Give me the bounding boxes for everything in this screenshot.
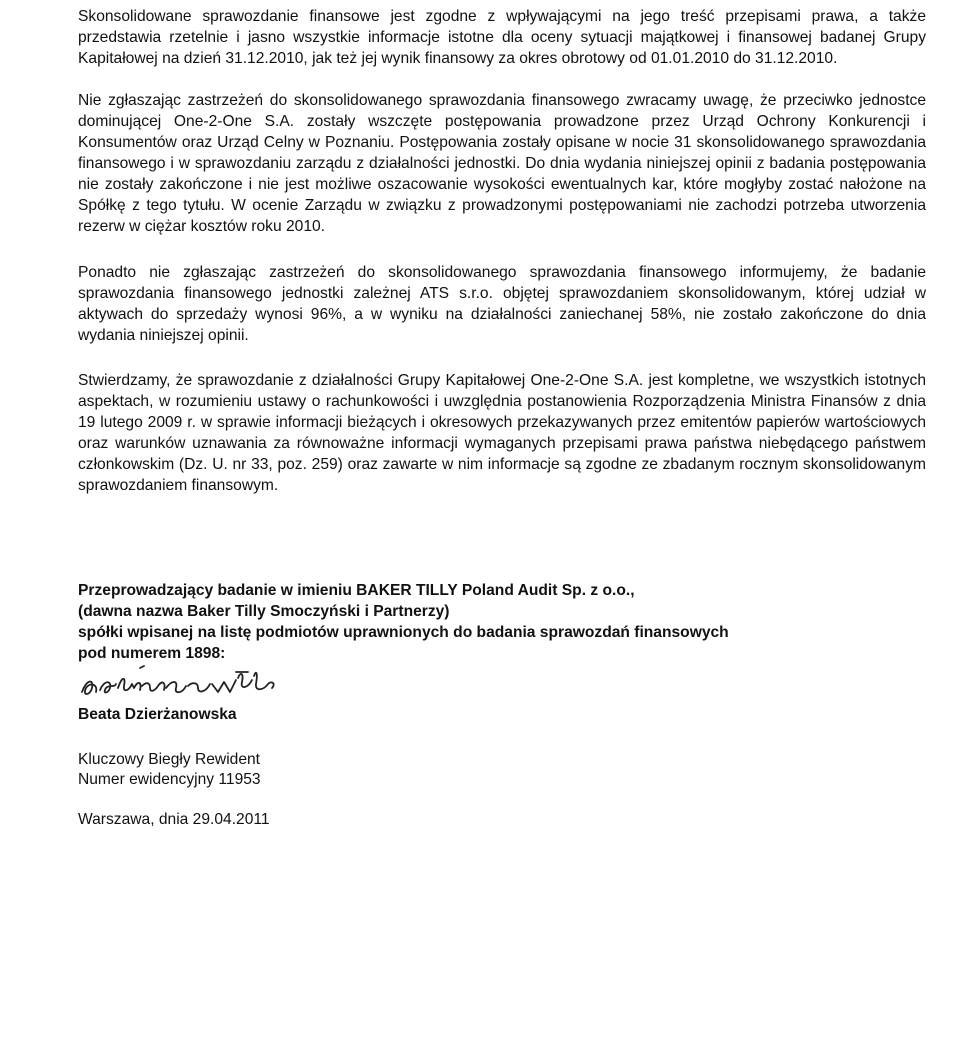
paragraph-subsidiary-audit: Ponadto nie zgłaszając zastrzeżeń do skonsolidowanego sprawozdania finansowego informujemy, że badanie sprawozdania finansowego jednostki zależnej ATS s.r.o. objętej sprawozdaniem skonsolidowanym, której udział w aktywach do sprzedaży wynosi 96%, a w wyniku na działalności zaniechanej 58%, nie zostało zakończone do dnia wydania niniejszej opinii.: [78, 264, 926, 344]
firm-line: (dawna nazwa Baker Tilly Smoczyński i Partnerzy): [78, 603, 450, 620]
signer-name: Beata Dzierżanowska: [78, 706, 237, 723]
firm-line: spółki wpisanej na listę podmiotów uprawnionych do badania sprawozdań finansowych: [78, 624, 729, 641]
place-and-date: Warszawa, dnia 29.04.2011: [78, 811, 270, 828]
firm-line: pod numerem 1898:: [78, 645, 226, 662]
paragraph-emphasis-proceedings: Nie zgłaszając zastrzeżeń do skonsolidowanego sprawozdania finansowego zwracamy uwagę, że przeciwko jednostce dominującej One-2-One S.A. zostały wszczęte postępowania prowadzone przez Urząd Ochrony Konkurencji i Konsumentów oraz Urząd Celny w Poznaniu. Postępowania zostały opisane w nocie 31 skonsolidowanego sprawozdania finansowego i w sprawozdaniu zarządu z działalności jednostki. Do dnia wydania niniejszej opinii z badania postępowania nie zostały zakończone i nie jest możliwe oszacowanie wysokości ewentualnych kar, które mogłyby zostać nałożone na Spółkę z tego tytułu. W ocenie Zarządu w związku z prowadzonymi postępowaniami nie zachodzi potrzeba utworzenia rezerw w ciężar kosztów roku 2010.: [78, 92, 926, 235]
firm-line: Przeprowadzający badanie w imieniu BAKER TILLY Poland Audit Sp. z o.o.,: [78, 582, 635, 599]
registration-number: Numer ewidencyjny 11953: [78, 771, 261, 788]
signer-role-block: [78, 750, 261, 790]
audit-firm-block: [78, 580, 926, 664]
paragraph-directors-report: Stwierdzamy, że sprawozdanie z działalności Grupy Kapitałowej One-2-One S.A. jest kompletne, we wszystkich istotnych aspektach, w rozumieniu ustawy o rachunkowości i uwzględnia postanowienia Rozporządzenia Ministra Finansów z dnia 19 lutego 2009 r. w sprawie informacji bieżących i okresowych przekazywanych przez emitentów papierów wartościowych oraz warunków uznawania za równoważne informacji wymaganych przepisami prawa państwa niebędącego państwem członkowskim (Dz. U. nr 33, poz. 259) oraz zawarte w nim informacje są zgodne ze zbadanym rocznym skonsolidowanym sprawozdaniem finansowym.: [78, 372, 926, 494]
paragraph-opinion: Skonsolidowane sprawozdanie finansowe jest zgodne z wpływającymi na jego treść przepisami prawa, a także przedstawia rzetelnie i jasno wszystkie informacje istotne dla oceny sytuacji majątkowej i finansowej badanej Grupy Kapitałowej na dzień 31.12.2010, jak też jej wynik finansowy za okres obrotowy od 01.01.2010 do 31.12.2010.: [78, 8, 926, 67]
opinion-body: [78, 6, 926, 496]
handwritten-signature: [78, 662, 398, 704]
signer-title: Kluczowy Biegły Rewident: [78, 751, 261, 768]
